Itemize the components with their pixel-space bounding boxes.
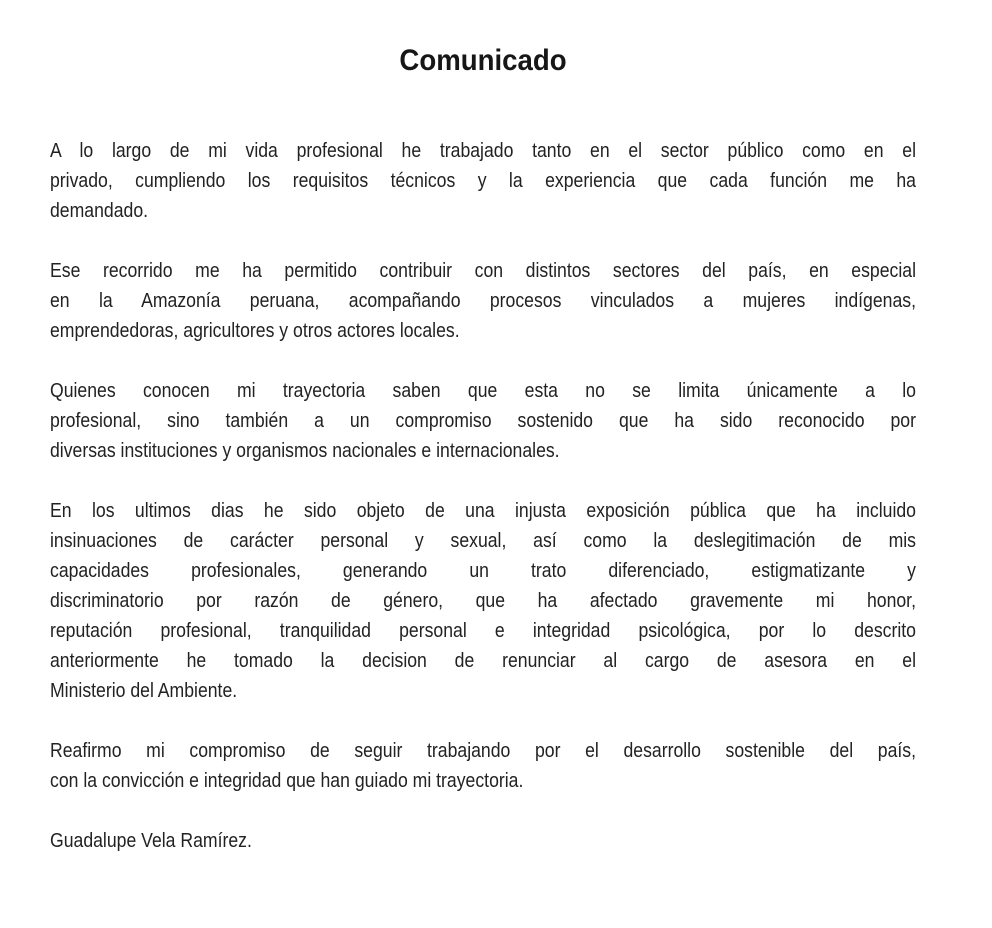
text-line: A lo largo de mi vida profesional he trabajado tanto en el sector público como en el bbox=[50, 139, 916, 162]
text-line: Quienes conocen mi trayectoria saben que esta no se limita únicamente a lo bbox=[50, 379, 916, 402]
text-line: Ministerio del Ambiente. bbox=[50, 679, 238, 702]
text-line: profesional, sino también a un compromiso sostenido que ha sido reconocido por bbox=[50, 409, 916, 432]
document-body bbox=[50, 136, 916, 856]
text-line: discriminatorio por razón de género, que ha afectado gravemente mi honor, bbox=[50, 589, 916, 612]
text-line: Ese recorrido me ha permitido contribuir con distintos sectores del país, en especial bbox=[50, 259, 916, 282]
text-line: diversas instituciones y organismos nacionales e internacionales. bbox=[50, 439, 560, 462]
paragraph-contributions bbox=[50, 256, 916, 346]
text-line: anteriormente he tomado la decision de renunciar al cargo de asesora en el bbox=[50, 649, 916, 672]
text-line: en la Amazonía peruana, acompañando procesos vinculados a mujeres indígenas, bbox=[50, 289, 916, 312]
paragraph-trajectory bbox=[50, 376, 916, 466]
signature: Guadalupe Vela Ramírez. bbox=[50, 829, 252, 852]
text-line: emprendedoras, agricultores y otros actores locales. bbox=[50, 319, 460, 342]
text-line: demandado. bbox=[50, 199, 149, 222]
text-line: insinuaciones de carácter personal y sexual, así como la deslegitimación de mis bbox=[50, 529, 916, 552]
paragraph-resignation bbox=[50, 496, 916, 706]
text-line: capacidades profesionales, generando un trato diferenciado, estigmatizante y bbox=[50, 559, 916, 582]
paragraph-reaffirmation bbox=[50, 736, 916, 796]
text-line: privado, cumpliendo los requisitos técnicos y la experiencia que cada función me ha bbox=[50, 169, 916, 192]
text-line: En los ultimos dias he sido objeto de una injusta exposición pública que ha incluido bbox=[50, 499, 916, 522]
text-line: con la convicción e integridad que han guiado mi trayectoria. bbox=[50, 769, 524, 792]
paragraph-professional-background bbox=[50, 136, 916, 226]
text-line: reputación profesional, tranquilidad personal e integridad psicológica, por lo descrito bbox=[50, 619, 916, 642]
document-title: Comunicado bbox=[399, 44, 567, 77]
text-line: Reafirmo mi compromiso de seguir trabajando por el desarrollo sostenible del país, bbox=[50, 739, 916, 762]
